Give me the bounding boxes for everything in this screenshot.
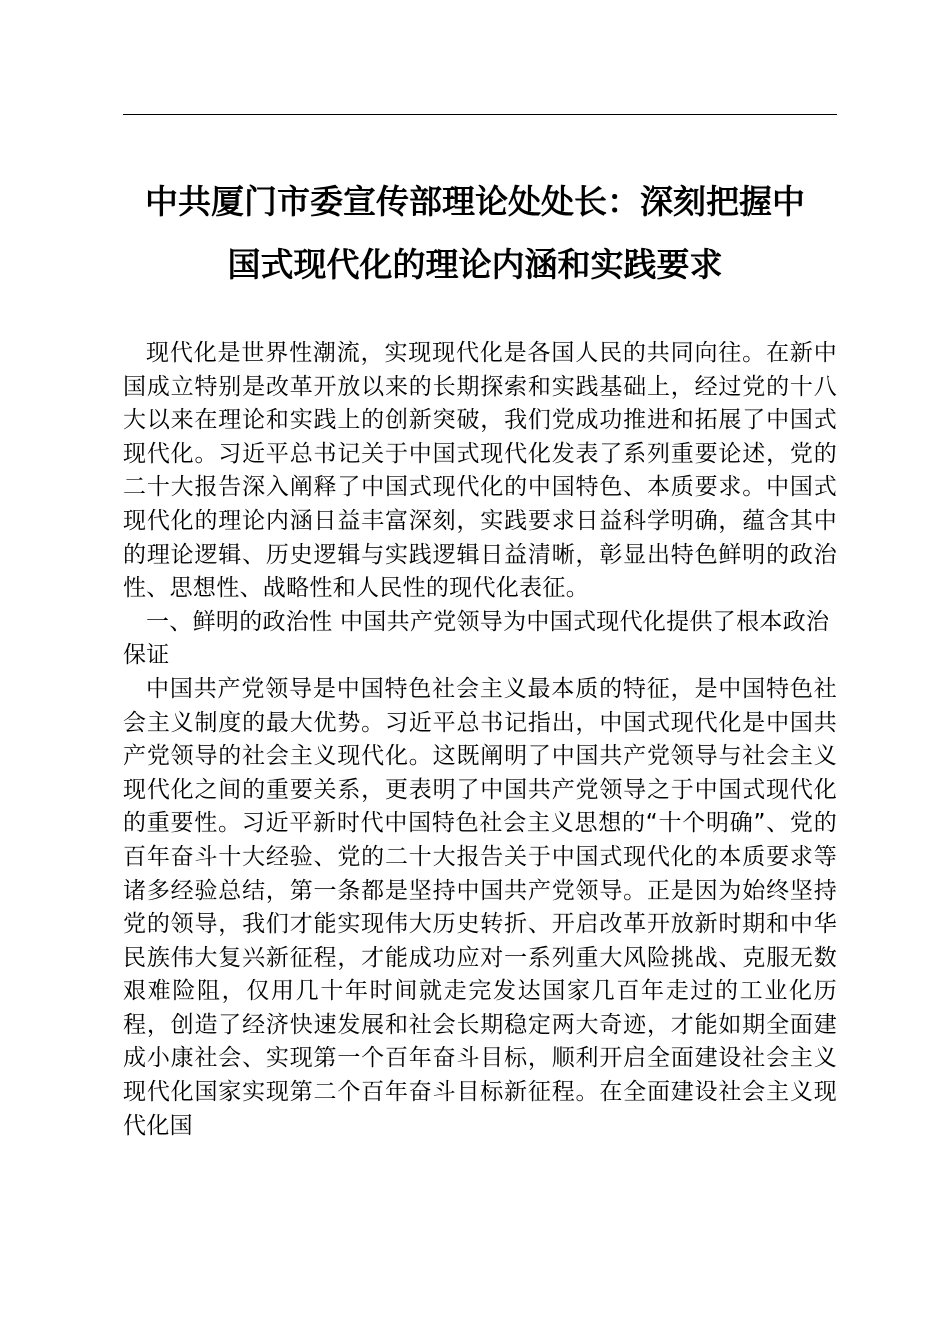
body-paragraph: 中国共产党领导是中国特色社会主义最本质的特征，是中国特色社会主义制度的最大优势。习近平总书记指出，中国式现代化是中国共产党领导的社会主义现代化。这既阐明了中国共产党领导与社会主义现代化之间的重要关系，更表明了中国共产党领导之于中国式现代化的重要性。习近平新时代中国特色社会主义思想的“十个明确”、党的百年奋斗十大经验、党的二十大报告关于中国式现代化的本质要求等诸多经验总结，第一条都是坚持中国共产党领导。正是因为始终坚持党的领导，我们才能实现伟大历史转折、开启改革开放新时期和中华民族伟大复兴新征程，才能成功应对一系列重大风险挑战、克服无数艰难险阻，仅用几十年时间就走完发达国家几百年走过的工业化历程，创造了经济快速发展和社会长期稳定两大奇迹，才能如期全面建成小康社会、实现第一个百年奋斗目标，顺利开启全面建设社会主义现代化国家实现第二个百年奋斗目标新征程。在全面建设社会主义现代化国 xyxy=(123,675,837,1139)
document-title xyxy=(100,170,850,296)
section-heading: 一、鲜明的政治性 中国共产党领导为中国式现代化提供了根本政治保证 xyxy=(123,608,830,669)
title-line-2: 国式现代化的理论内涵和实践要求 xyxy=(227,245,723,284)
header-rule xyxy=(123,114,837,115)
document-body xyxy=(123,337,837,1143)
intro-paragraph: 现代化是世界性潮流，实现现代化是各国人民的共同向往。在新中国成立特别是改革开放以来的长期探索和实践基础上，经过党的十八大以来在理论和实践上的创新突破，我们党成功推进和拓展了中国式现代化。习近平总书记关于中国式现代化发表了系列重要论述，党的二十大报告深入阐释了中国式现代化的中国特色、本质要求。中国式现代化的理论内涵日益丰富深刻，实践要求日益科学明确，蕴含其中的理论逻辑、历史逻辑与实践逻辑日益清晰，彰显出特色鲜明的政治性、思想性、战略性和人民性的现代化表征。 xyxy=(123,340,837,602)
title-line-1: 中共厦门市委宣传部理论处处长：深刻把握中 xyxy=(145,182,805,221)
